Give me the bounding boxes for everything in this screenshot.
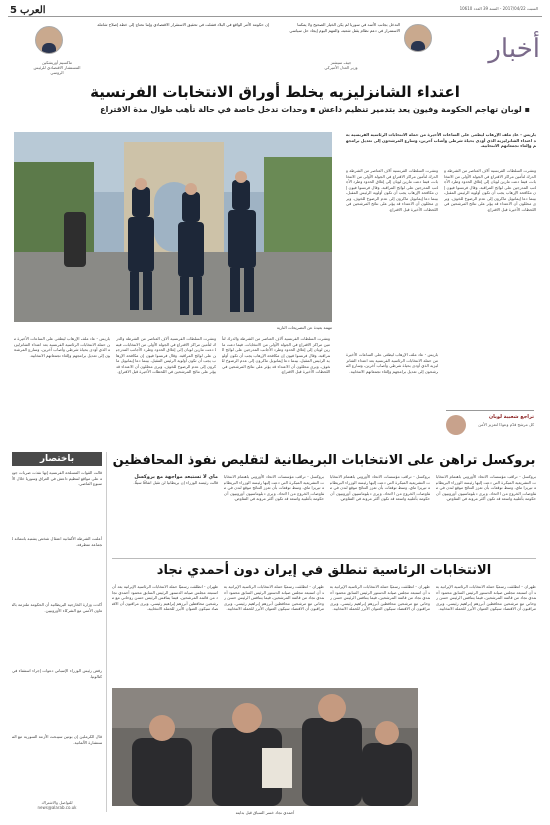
- avatar: [404, 24, 432, 52]
- uk-related: [112, 474, 218, 554]
- sidebar-list: [12, 470, 102, 810]
- iran-headline: الانتخابات الرئاسية تنطلق في إيران دون أحمدي نجاد: [156, 563, 492, 578]
- lead-body-col-3: ونشرت السلطات الفرنسية آلاف العناصر من الشرطة والدرك لتأمين مراكز الاقتراع في الجولة الأولى من الانتخابات، فيما دعت مارين لوبان إلى إغلاق الحدود وطرد الأجانب المدرجين على لوائح المراقبة. وقال فرنسوا فيون إن مكافحة الإرهاب يجب أن تكون أولوية الرئيس المقبل، بينما دعا إيمانويل ماكرون إلى عدم الرضوخ للخوف. ويرى محللون أن الاعتداء قد يؤثر على نتائج المرشحين في اللحظات الأخيرة قبل الاقتراع.: [222, 336, 330, 374]
- uk-related-text: قالت رئيسة الوزراء إن بريطانيا لن تقبل اتفاقًا سيئًا.: [133, 480, 218, 485]
- iran-body-col-4: طهران - انطلقت رسميًا حملة الانتخابات الرئاسية الإيرانية بعد أن استبعد مجلس صيانة الدستور الرئيس السابق محمود أحمدي نجاد من قائمة المرشحين، فيما يتنافس الرئيس حسن روحاني مع مرشحين محافظين أبرزهم إبراهيم رئيسي. ويرى مراقبون أن الاقتصاد سيكون العنوان الأبرز للحملة الانتخابية.: [112, 584, 218, 611]
- iran-photo-caption: أحمدي نجاد خسر السباق قبل بدايته: [235, 810, 295, 815]
- uk-headline: بروكسل تراهن على الانتخابات البريطانية لتقليص نفوذ المحافظين: [112, 453, 536, 468]
- uk-body-col-1: بروكسل - تراقب مؤسسات الاتحاد الأوروبي باهتمام الانتخابات التشريعية المبكرة التي دعت إليها رئيسة الوزراء البريطانية تيريزا ماي، وسط توقعات بأن تعزز النتائج موقع لندن في مفاوضات الخروج من الاتحاد. ويرى دبلوماسيون أوروبيون أن حكومة بأغلبية واسعة قد تكون أكثر مرونة في التفاوض.: [436, 474, 536, 501]
- lead-body-col-2b: باريس - عاد ملف الإرهاب ليطغى على الساعات الأخيرة من حملة الانتخابات الرئاسية الفرنسية بعد اعتداء الشانزليزيه الذي أودى بحياة شرطي وأصاب آخرين، وسارع المرشحون إلى تعديل برامجهم وإلغاء تجمعاتهم الانتخابية.: [346, 352, 438, 374]
- related-inset: [446, 410, 534, 439]
- section-divider: [112, 558, 536, 559]
- lead-photo: [14, 132, 332, 322]
- quote-name: جيف سيشنز: [330, 60, 352, 65]
- issue-line: السبت 2017/04/22 - السنة 39 العدد 10610: [459, 6, 538, 11]
- lead-headline: اعتداء الشانزليزيه يخلط أوراق الانتخابات الفرنسية: [90, 83, 460, 101]
- quote-text: التدخل بجانب الأسد في سوريا لم يكن الخيار الصحيح ولا يمكننا الاستمرار في دعم نظام يقتل شعبه، والمهم اليوم إيجاد حل سياسي: [289, 22, 400, 33]
- avatar: [35, 26, 63, 54]
- lead-body-col-4: ونشرت السلطات الفرنسية آلاف العناصر من الشرطة والدرك لتأمين مراكز الاقتراع في الجولة الأولى من الانتخابات، فيما دعت مارين لوبان إلى إغلاق الحدود وطرد الأجانب المدرجين على لوائح المراقبة. وقال فرنسوا فيون إن مكافحة الإرهاب يجب أن تكون أولوية الرئيس المقبل، بينما دعا إيمانويل ماكرون إلى عدم الرضوخ للخوف. ويرى محللون أن الاعتداء قد يؤثر على نتائج المرشحين في اللحظات الأخيرة قبل الاقتراع.: [116, 336, 216, 374]
- related-text: كل مرشح قدّم وعودًا لتعزيز الأمن: [478, 422, 534, 427]
- uk-related-headline: ماي لا تستبعد مواجهة مع بروكسل: [134, 474, 218, 480]
- iran-body-col-2: طهران - انطلقت رسميًا حملة الانتخابات الرئاسية الإيرانية بعد أن استبعد مجلس صيانة الدستور الرئيس السابق محمود أحمدي نجاد من قائمة المرشحين، فيما يتنافس الرئيس حسن روحاني مع مرشحين محافظين أبرزهم إبراهيم رئيسي. ويرى مراقبون أن الاقتصاد سيكون العنوان الأبرز للحملة الانتخابية.: [330, 584, 430, 611]
- sidebar-item: أعلنت الشرطة الألمانية اعتقال شخص يشتبه بانتمائه لجماعة متطرفة.: [12, 536, 102, 547]
- quote-text: إن حكومة الأمر الواقع في البلاد فشلت في تحقيق الاستقرار الاقتصادي وإننا نحتاج إلى خطة إصلاح شاملة: [97, 22, 269, 27]
- quote-block-1: [282, 20, 432, 70]
- avatar: [446, 415, 466, 435]
- masthead-left: [10, 4, 70, 16]
- sidebar-item: قالت القوات المسلحة الفرنسية إنها نفذت ضربات جوية على مواقع لتنظيم داعش في العراق وسوريا خلال الأسبوع الماضي.: [12, 470, 102, 486]
- quote-block-2: [33, 20, 275, 75]
- lead-body-col-5: باريس - عاد ملف الإرهاب ليطغى على الساعات الأخيرة من حملة الانتخابات الرئاسية الفرنسية بعد اعتداء الشانزليزيه الذي أودى بحياة شرطي وأصاب آخرين، وسارع المرشحون إلى تعديل برامجهم وإلغاء تجمعاتهم الانتخابية.: [14, 336, 110, 358]
- sidebar-item: رفض رئيس الوزراء الإسباني دعوات إجراء استفتاء في كتالونيا.: [12, 668, 102, 679]
- sidebar-footer: للتواصل والاشتراك news@alarab.co.uk: [37, 800, 77, 810]
- sidebar-title: باختصار: [12, 452, 102, 466]
- iran-body-col-1: طهران - انطلقت رسميًا حملة الانتخابات الرئاسية الإيرانية بعد أن استبعد مجلس صيانة الدستور الرئيس السابق محمود أحمدي نجاد من قائمة المرشحين، فيما يتنافس الرئيس حسن روحاني مع مرشحين محافظين أبرزهم إبراهيم رئيسي. ويرى مراقبون أن الاقتصاد سيكون العنوان الأبرز للحملة الانتخابية.: [436, 584, 536, 611]
- lead-body-col-2: ونشرت السلطات الفرنسية آلاف العناصر من الشرطة والدرك لتأمين مراكز الاقتراع في الجولة الأولى من الانتخابات، فيما دعت مارين لوبان إلى إغلاق الحدود وطرد الأجانب المدرجين على لوائح المراقبة. وقال فرنسوا فيون إن مكافحة الإرهاب يجب أن تكون أولوية الرئيس المقبل، بينما دعا إيمانويل ماكرون إلى عدم الرضوخ للخوف. ويرى محللون أن الاعتداء قد يؤثر على نتائج المرشحين في اللحظات الأخيرة قبل الاقتراع.: [346, 168, 438, 212]
- uk-body-col-3: بروكسل - تراقب مؤسسات الاتحاد الأوروبي باهتمام الانتخابات التشريعية المبكرة التي دعت إليها رئيسة الوزراء البريطانية تيريزا ماي، وسط توقعات بأن تعزز النتائج موقع لندن في مفاوضات الخروج من الاتحاد. ويرى دبلوماسيون أوروبيون أن حكومة بأغلبية واسعة قد تكون أكثر مرونة في التفاوض.: [224, 474, 324, 501]
- police-arc-de-triomphe-photo: [14, 132, 332, 322]
- paper-logo: العرب: [19, 4, 46, 16]
- sidebar-item: قال الكرملين إن بوتين سيبحث الأزمة السورية مع المستشارة الألمانية.: [12, 734, 102, 745]
- sidebar-item: أكدت وزارة الخارجية البريطانية أن الحكومة ملتزمة بالتعاون الأمني مع الشركاء الأوروبيين.: [12, 602, 102, 613]
- related-title: تراجع شعبية لوبان: [488, 414, 534, 420]
- uk-body-col-2: بروكسل - تراقب مؤسسات الاتحاد الأوروبي باهتمام الانتخابات التشريعية المبكرة التي دعت إليها رئيسة الوزراء البريطانية تيريزا ماي، وسط توقعات بأن تعزز النتائج موقع لندن في مفاوضات الخروج من الاتحاد. ويرى دبلوماسيون أوروبيون أن حكومة بأغلبية واسعة قد تكون أكثر مرونة في التفاوض.: [330, 474, 430, 501]
- quote-role: المستشار الاقتصادي للرئيس الروسي: [33, 65, 81, 75]
- lead-subhead: ▪ لوبان تهاجم الحكومة وفيون يعد بتدمير تنظيم داعش ▪ وحدات تدخل خاصة في حالة تأهب طوال مدة الاقتراع: [100, 105, 530, 114]
- iran-photo: [112, 688, 418, 806]
- iran-body-col-3: طهران - انطلقت رسميًا حملة الانتخابات الرئاسية الإيرانية بعد أن استبعد مجلس صيانة الدستور الرئيس السابق محمود أحمدي نجاد من قائمة المرشحين، فيما يتنافس الرئيس حسن روحاني مع مرشحين محافظين أبرزهم إبراهيم رئيسي. ويرى مراقبون أن الاقتصاد سيكون العنوان الأبرز للحملة الانتخابية.: [224, 584, 324, 611]
- lead-intro: باريس - عاد ملف الإرهاب ليطغى على الساعات الأخيرة من حملة الانتخابات الرئاسية الفرنسية بعد اعتداء الشانزليزيه الذي أودى بحياة شرطي وأصاب آخرين، وسارع المرشحون إلى تعديل برامجهم وإلغاء تجمعاتهم الانتخابية.: [346, 132, 536, 148]
- masthead-divider: [8, 16, 542, 17]
- sidebar-divider: [106, 452, 107, 812]
- quote-role: وزير العدل الأميركي: [324, 65, 358, 70]
- lead-body-col-1: ونشرت السلطات الفرنسية آلاف العناصر من الشرطة والدرك لتأمين مراكز الاقتراع في الجولة الأولى من الانتخابات، فيما دعت مارين لوبان إلى إغلاق الحدود وطرد الأجانب المدرجين على لوائح المراقبة. وقال فرنسوا فيون إن مكافحة الإرهاب يجب أن تكون أولوية الرئيس المقبل، بينما دعا إيمانويل ماكرون إلى عدم الرضوخ للخوف. ويرى محللون أن الاعتداء قد يؤثر على نتائج المرشحين في اللحظات الأخيرة قبل الاقتراع.: [444, 168, 536, 212]
- ahmadinejad-photo: [112, 688, 418, 806]
- lead-photo-caption: مهمة بعيدة عن التصريحات النارية: [276, 325, 332, 330]
- page-number: 5: [10, 4, 17, 16]
- quote-name: ماكسيم أوريشكين: [41, 60, 73, 65]
- section-title: أخبار: [488, 34, 540, 64]
